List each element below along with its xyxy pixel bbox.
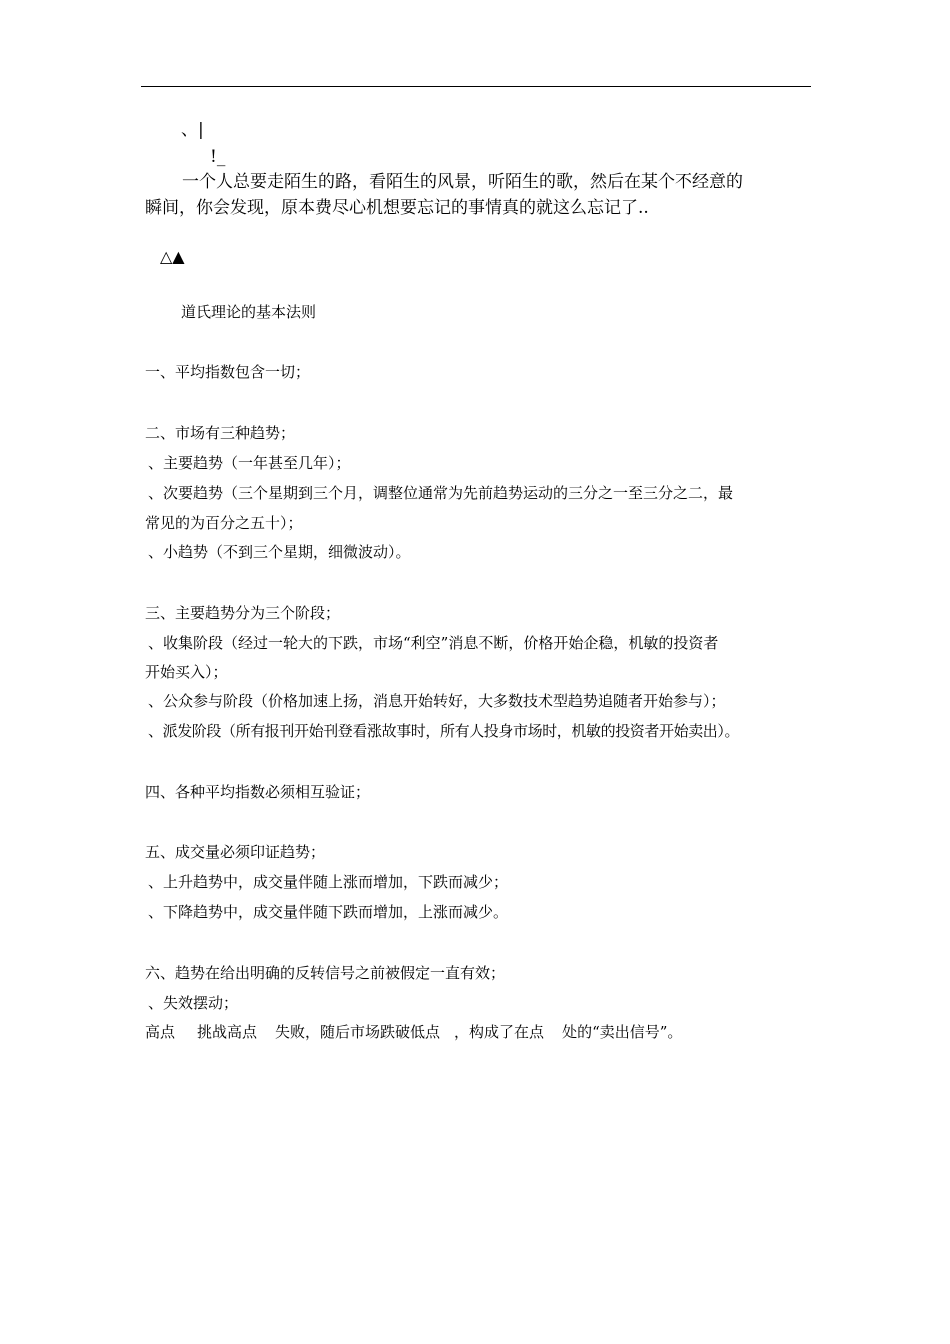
rule-6-item-b bbox=[145, 1023, 682, 1041]
rule-5: 五、成交量必须印证趋势； bbox=[145, 843, 326, 861]
intro-line-2: 瞬间，你会发现，原本费尽心机想要忘记的事情真的就这么忘记了.. bbox=[145, 198, 649, 218]
rule-4: 四、各种平均指数必须相互验证； bbox=[145, 783, 371, 801]
rule-3-item-a-line-1: 、收集阶段（经过一轮大的下跌，市场“利空”消息不断，价格开始企稳，机敏的投资者 bbox=[148, 634, 719, 652]
rule-3-item-b: 、公众参与阶段（价格加速上扬，消息开始转好，大多数技术型趋势追随者开始参与）； bbox=[148, 692, 726, 710]
rule-6-b-part-5: 处的“卖出信号”。 bbox=[562, 1023, 683, 1041]
rule-3: 三、主要趋势分为三个阶段； bbox=[145, 604, 341, 622]
header-mark-2: !_ bbox=[210, 147, 226, 167]
rule-6-b-part-4: ，构成了在点 bbox=[454, 1023, 545, 1041]
rule-6-item-a: 、失效摆动； bbox=[148, 994, 239, 1012]
section-title: 道氏理论的基本法则 bbox=[181, 303, 317, 321]
intro-line-1: 一个人总要走陌生的路，看陌生的风景，听陌生的歌，然后在某个不经意的 bbox=[182, 172, 743, 192]
rule-6-b-part-3: 失败，随后市场跌破低点 bbox=[275, 1023, 441, 1041]
rule-5-item-a: 、上升趋势中，成交量伴随上涨而增加，下跌而减少； bbox=[148, 873, 509, 891]
rule-6-b-part-2: 挑战高点 bbox=[197, 1023, 258, 1041]
rule-3-item-c: 、派发阶段（所有报刊开始刊登看涨故事时，所有人投身市场时，机敏的投资者开始卖出）。 bbox=[148, 722, 740, 740]
header-rule bbox=[141, 86, 811, 87]
rule-2-item-c: 、小趋势（不到三个星期，细微波动）。 bbox=[148, 543, 411, 561]
rule-6: 六、趋势在给出明确的反转信号之前被假定一直有效； bbox=[145, 964, 506, 982]
triangle-symbols: △▲ bbox=[160, 247, 185, 266]
rule-5-item-b: 、下降趋势中，成交量伴随下跌而增加，上涨而减少。 bbox=[148, 903, 509, 921]
rule-2-item-b-line-1: 、次要趋势（三个星期到三个月，调整位通常为先前趋势运动的三分之一至三分之二，最 bbox=[148, 484, 734, 502]
header-mark-1: 、| bbox=[181, 120, 204, 140]
rule-1: 一、平均指数包含一切； bbox=[145, 363, 311, 381]
rule-2-item-b-line-2: 常见的为百分之五十）； bbox=[145, 514, 303, 532]
rule-6-b-part-1: 高点 bbox=[145, 1023, 176, 1041]
rule-3-item-a-line-2: 开始买入）； bbox=[145, 663, 228, 681]
rule-2: 二、市场有三种趋势； bbox=[145, 424, 296, 442]
rule-2-item-a: 、主要趋势（一年甚至几年）； bbox=[148, 454, 351, 472]
